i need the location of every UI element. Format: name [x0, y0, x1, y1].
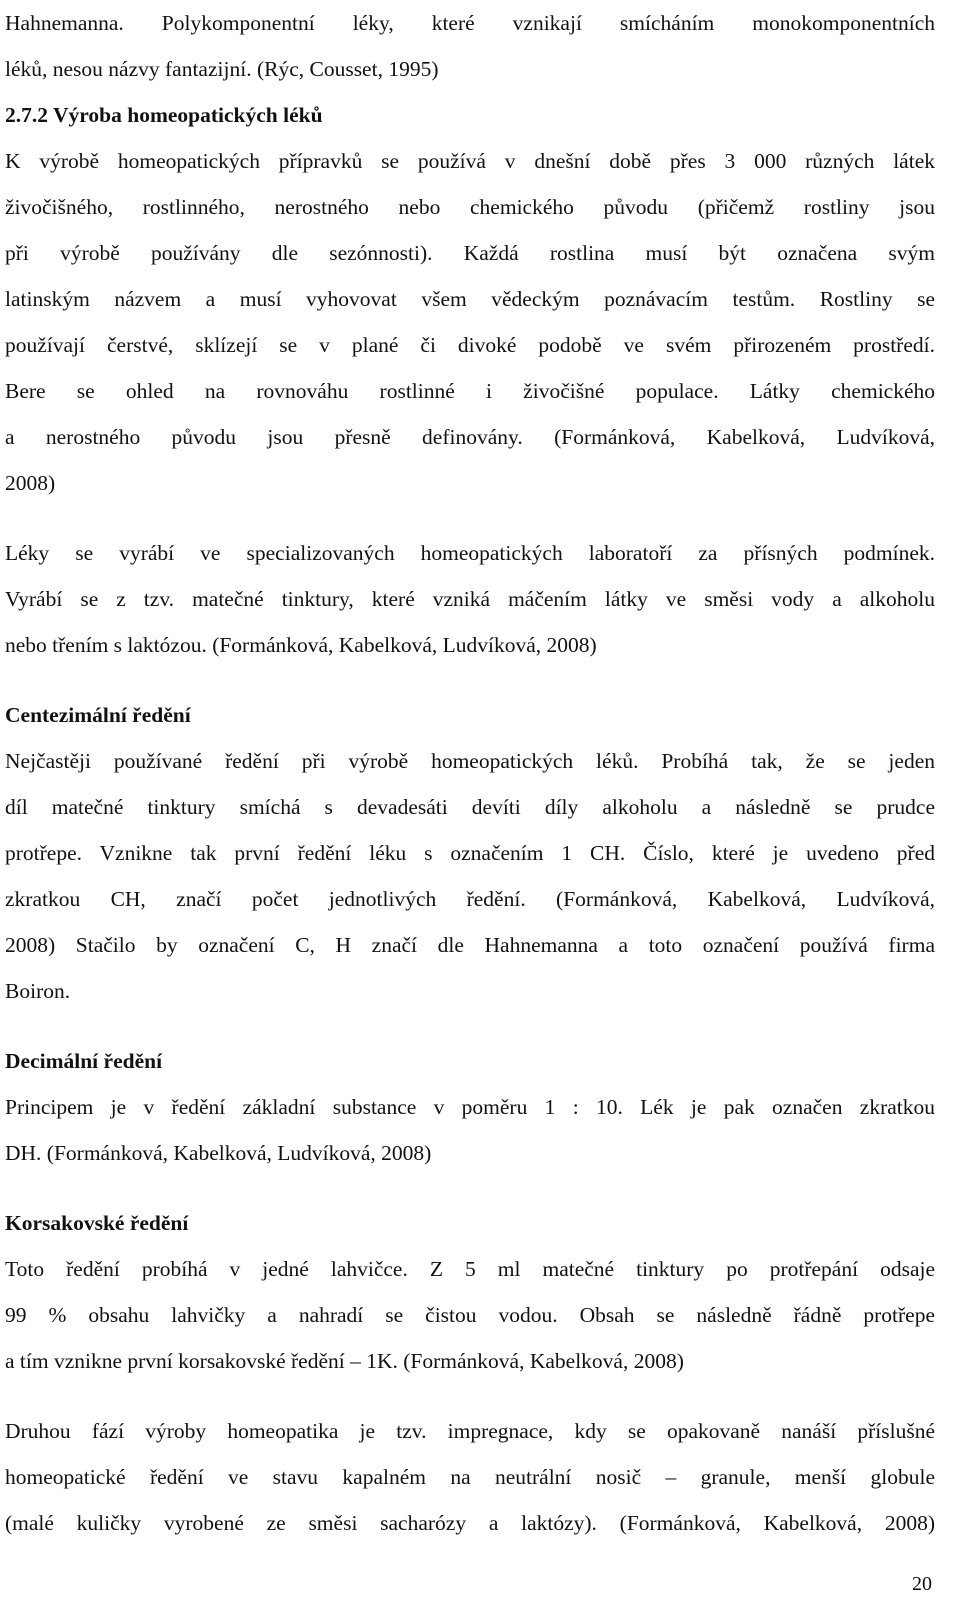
document-page: [5, 0, 935, 1546]
text-line: zkratkou CH, značí počet jednotlivých ředění. (Formánková, Kabelková, Ludvíková,: [5, 887, 935, 911]
paragraph-gap: [5, 1176, 935, 1200]
subheading-centezimal: Centezimální ředění: [5, 703, 191, 727]
paragraph-gap: [5, 506, 935, 530]
subheading-korsakov: Korsakovské ředění: [5, 1211, 189, 1235]
text-line: K výrobě homeopatických přípravků se používá v dnešní době přes 3 000 různých látek: [5, 149, 935, 173]
section-heading: 2.7.2 Výroba homeopatických léků: [5, 103, 323, 127]
text-line: Principem je v ředění základní substance v poměru 1 : 10. Lék je pak označen zkratkou: [5, 1095, 935, 1119]
section-paragraph-1: [5, 138, 935, 506]
text-line: a tím vznikne první korsakovské ředění – 1K. (Formánková, Kabelková, 2008): [5, 1349, 684, 1373]
paragraph-gap: [5, 668, 935, 692]
text-line: Bere se ohled na rovnováhu rostlinné i živočišné populace. Látky chemického: [5, 379, 935, 403]
paragraph-gap: [5, 1014, 935, 1038]
text-line: živočišného, rostlinného, nerostného nebo chemického původu (přičemž rostliny jsou: [5, 195, 935, 219]
text-line: díl matečné tinktury smíchá s devadesáti devíti díly alkoholu a následně se prudce: [5, 795, 935, 819]
page-number: 20: [912, 1573, 932, 1595]
impregnation-paragraph: [5, 1408, 935, 1546]
text-line: 2008): [5, 471, 56, 495]
text-line: latinským názvem a musí vyhovovat všem vědeckým poznávacím testům. Rostliny se: [5, 287, 935, 311]
text-line: nebo třením s laktózou. (Formánková, Kabelková, Ludvíková, 2008): [5, 633, 597, 657]
subheading-decimal: Decimální ředění: [5, 1049, 163, 1073]
text-line: 2008) Stačilo by označení C, H značí dle Hahnemanna a toto označení používá firma: [5, 933, 935, 957]
text-line: homeopatické ředění ve stavu kapalném na neutrální nosič – granule, menší globule: [5, 1465, 935, 1489]
centezimal-paragraph: [5, 738, 935, 1014]
text-line: při výrobě používány dle sezónnosti). Každá rostlina musí být označena svým: [5, 241, 935, 265]
decimal-paragraph: [5, 1084, 935, 1176]
text-line: Toto ředění probíhá v jedné lahvičce. Z 5 ml matečné tinktury po protřepání odsaje: [5, 1257, 935, 1281]
text-line: Nejčastěji používané ředění při výrobě homeopatických léků. Probíhá tak, že se jeden: [5, 749, 935, 773]
text-line: 99 % obsahu lahvičky a nahradí se čistou vodou. Obsah se následně řádně protřepe: [5, 1303, 935, 1327]
text-line: a nerostného původu jsou přesně definovány. (Formánková, Kabelková, Ludvíková,: [5, 425, 935, 449]
text-line: Boiron.: [5, 979, 71, 1003]
text-line: DH. (Formánková, Kabelková, Ludvíková, 2008): [5, 1141, 432, 1165]
text-line: (malé kuličky vyrobené ze směsi sacharózy a laktózy). (Formánková, Kabelková, 2008): [5, 1511, 935, 1535]
text-line: léků, nesou názvy fantazijní. (Rýc, Cousset, 1995): [5, 57, 439, 81]
paragraph-gap: [5, 1384, 935, 1408]
intro-paragraph: [5, 0, 935, 92]
korsakov-paragraph: [5, 1246, 935, 1384]
text-line: Hahnemanna. Polykomponentní léky, které vznikají smícháním monokomponentních: [5, 11, 935, 35]
text-line: Léky se vyrábí ve specializovaných homeopatických laboratoří za přísných podmínek.: [5, 541, 935, 565]
text-line: protřepe. Vznikne tak první ředění léku s označením 1 CH. Číslo, které je uvedeno před: [5, 841, 935, 865]
text-line: Druhou fází výroby homeopatika je tzv. impregnace, kdy se opakovaně nanáší příslušné: [5, 1419, 935, 1443]
section-paragraph-2: [5, 530, 935, 668]
text-line: používají čerstvé, sklízejí se v plané či divoké podobě ve svém přirozeném prostředí.: [5, 333, 935, 357]
text-line: Vyrábí se z tzv. matečné tinktury, které vzniká máčením látky ve směsi vody a alkoholu: [5, 587, 935, 611]
